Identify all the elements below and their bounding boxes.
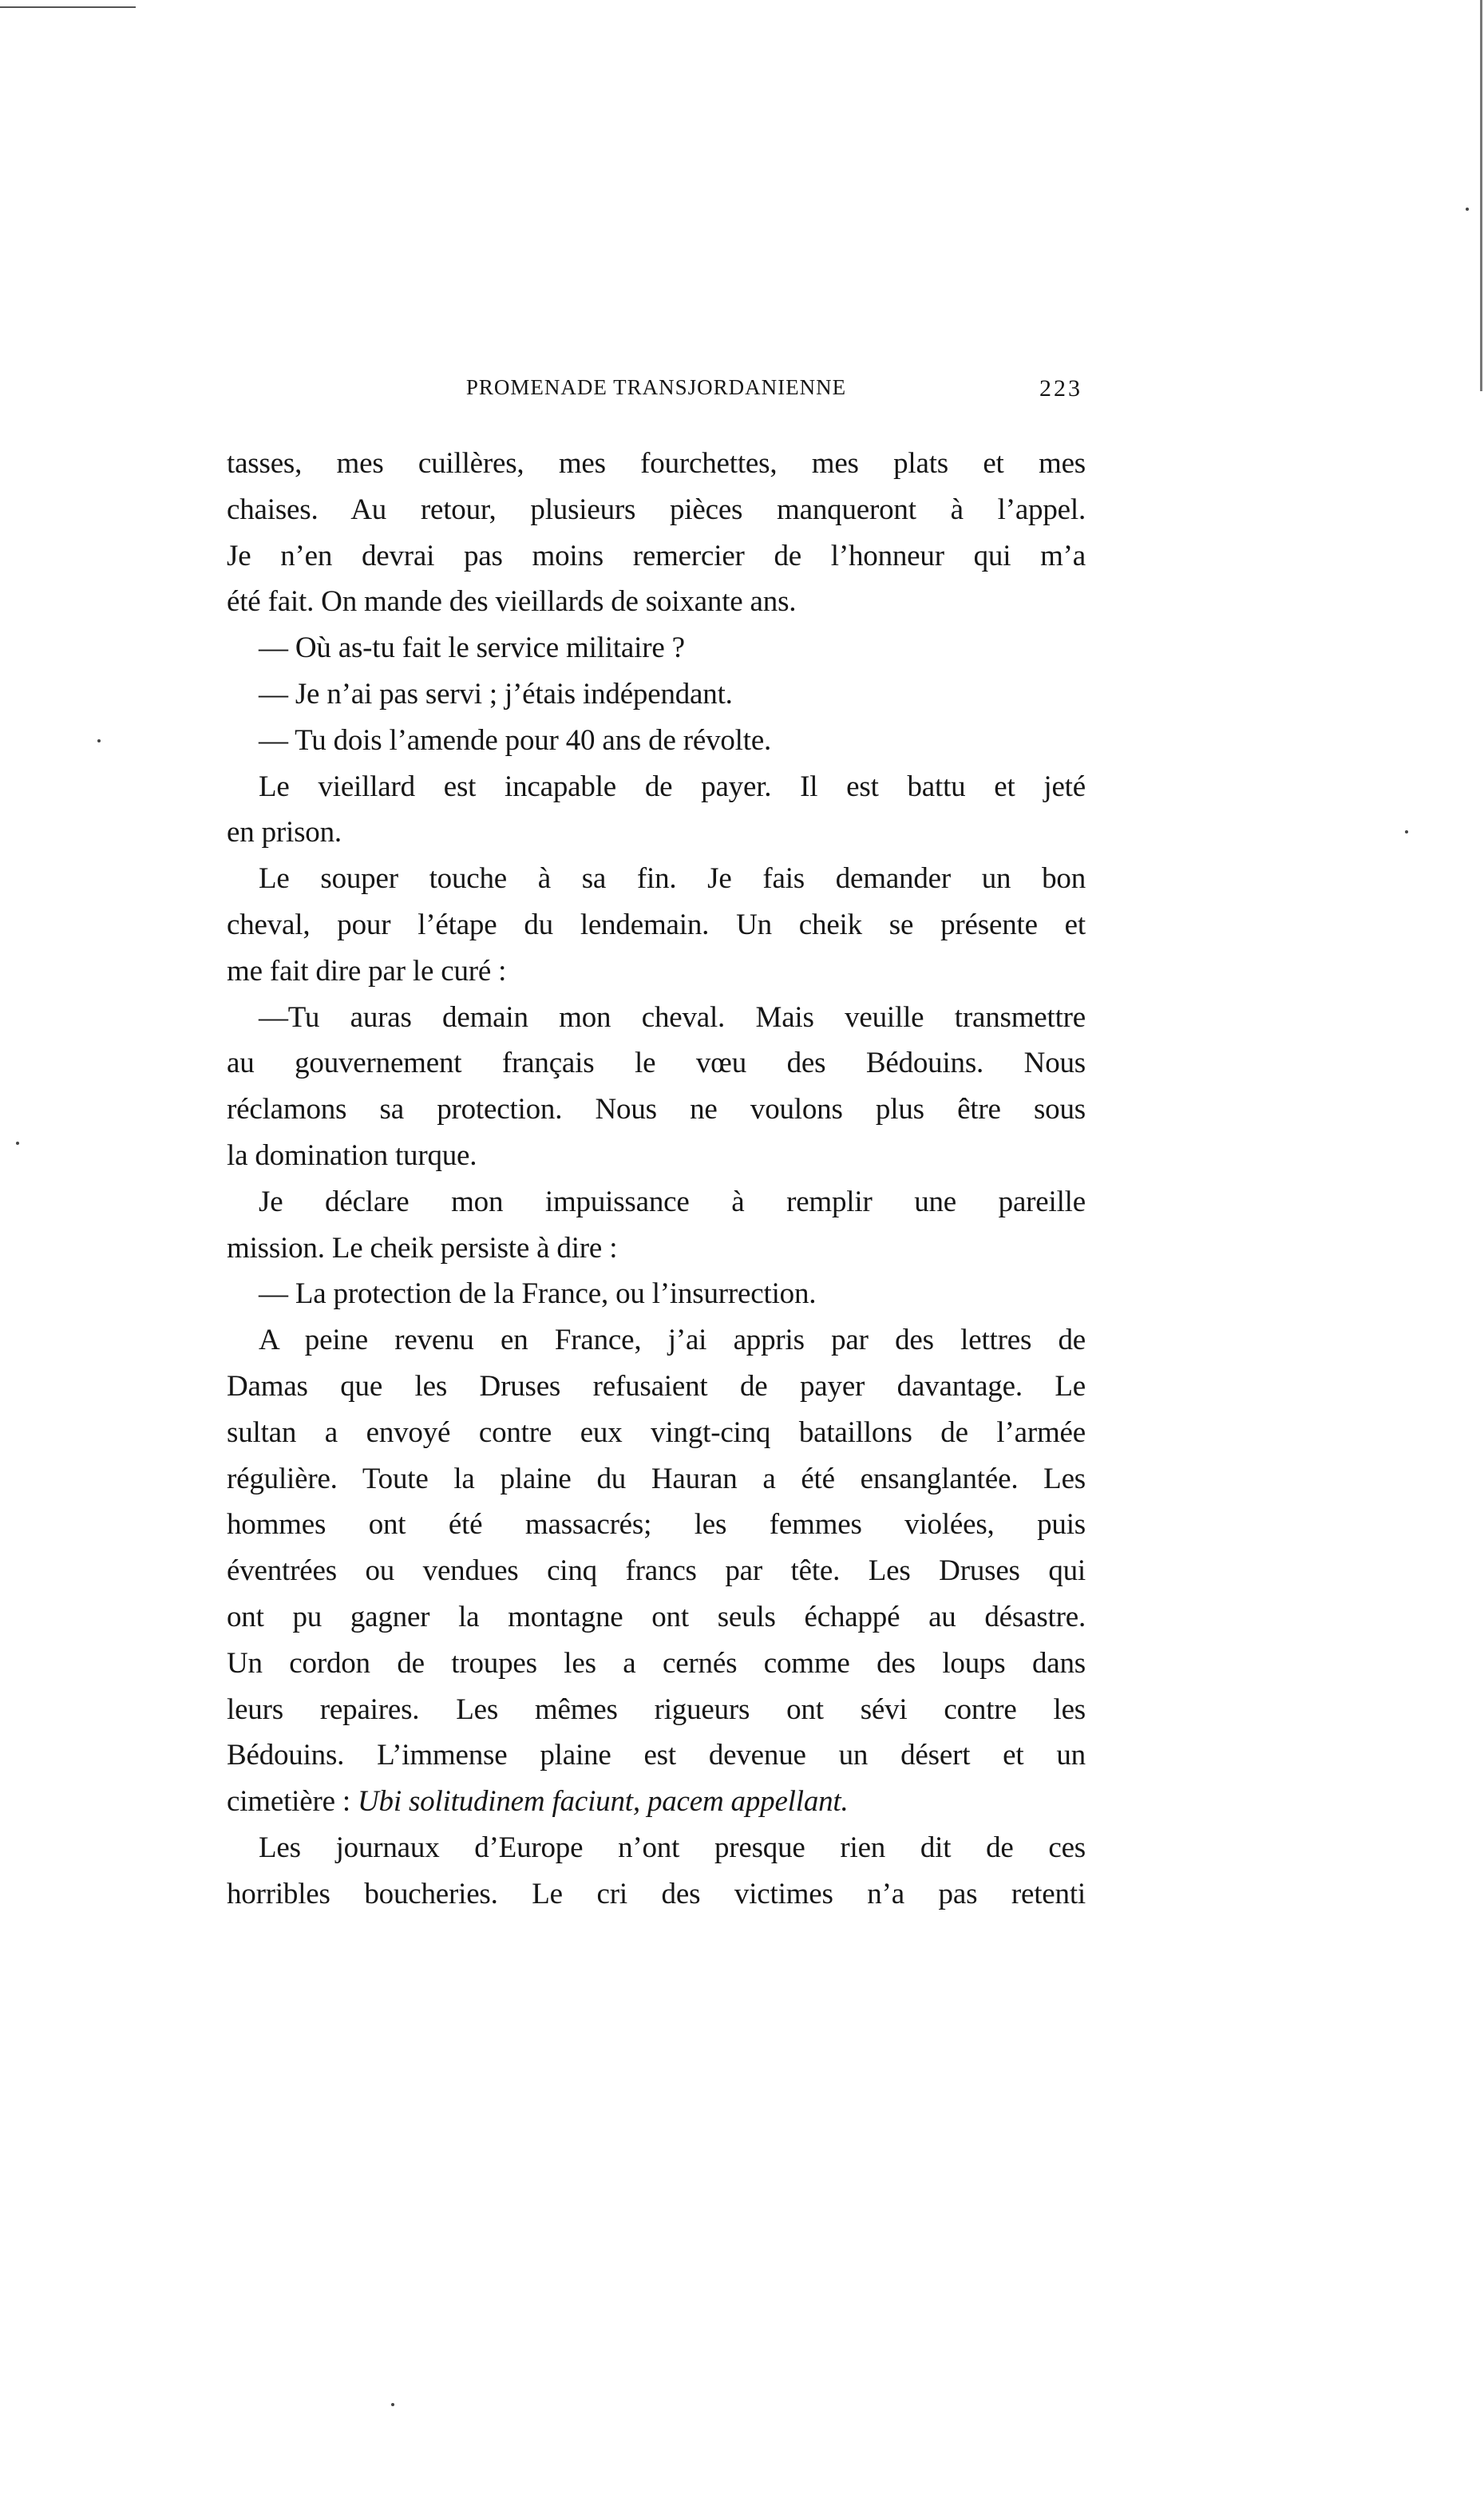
- dialogue-line: — Je n’ai pas servi ; j’étais indépendant.: [259, 677, 733, 711]
- page-header: [227, 375, 1086, 407]
- text-line: éventrées ou vendues cinq francs par tête. Les Druses qui: [227, 1554, 1086, 1588]
- text-line: en prison.: [227, 816, 342, 849]
- text-line: Les journaux d’Europe n’ont presque rien dit de ces: [259, 1831, 1086, 1864]
- latin-quote: Ubi solitudinem faciunt, pacem appellant.: [358, 1785, 849, 1819]
- text-line: A peine revenu en France, j’ai appris par des lettres de: [259, 1324, 1086, 1357]
- text-line: Je déclare mon impuissance à remplir une pareille: [259, 1185, 1086, 1218]
- text-line: Le vieillard est incapable de payer. Il est battu et jeté: [259, 770, 1086, 803]
- text-line: leurs repaires. Les mêmes rigueurs ont sévi contre les: [227, 1692, 1086, 1726]
- text-line: mission. Le cheik persiste à dire :: [227, 1231, 618, 1265]
- text-line: horribles boucheries. Le cri des victimes n’a pas retenti: [227, 1877, 1086, 1910]
- text-line: me fait dire par le curé :: [227, 954, 507, 988]
- scan-speck: [1466, 208, 1469, 211]
- scan-edge-line: [1480, 0, 1482, 391]
- text-line: chaises. Au retour, plusieurs pièces manqueront à l’appel.: [227, 493, 1086, 526]
- dialogue-line: — Tu dois l’amende pour 40 ans de révolte.: [259, 723, 772, 757]
- text-line: Le souper touche à sa fin. Je fais demander un bon: [259, 862, 1086, 896]
- dialogue-line: — Où as-tu fait le service militaire ?: [259, 631, 685, 665]
- body-text: [227, 441, 1086, 1918]
- scan-speck: [16, 1142, 19, 1145]
- text-line: Je n’en devrai pas moins remercier de l’honneur qui m’a: [227, 539, 1086, 572]
- text-line: Bédouins. L’immense plaine est devenue un désert et un: [227, 1739, 1086, 1772]
- text-line: Damas que les Druses refusaient de payer davantage. Le: [227, 1369, 1086, 1403]
- scan-speck: [1405, 830, 1408, 833]
- text-line: réclamons sa protection. Nous ne voulons plus être sous: [227, 1093, 1086, 1126]
- scan-speck: [391, 2403, 394, 2406]
- dialogue-line: — La protection de la France, ou l’insurrection.: [259, 1277, 817, 1311]
- text-line: au gouvernement français le vœu des Bédouins. Nous: [227, 1047, 1086, 1080]
- dialogue-line: —Tu auras demain mon cheval. Mais veuille transmettre: [259, 1000, 1086, 1034]
- text-line: ont pu gagner la montagne ont seuls échappé au désastre.: [227, 1600, 1086, 1633]
- text-line: régulière. Toute la plaine du Hauran a été ensanglantée. Les: [227, 1462, 1086, 1495]
- running-title: PROMENADE TRANSJORDANIENNE: [465, 375, 847, 399]
- text-line: été fait. On mande des vieillards de soixante ans.: [227, 585, 797, 619]
- page-number: 223: [1039, 375, 1082, 402]
- text-line: [227, 1779, 1086, 1825]
- text-line: la domination turque.: [227, 1138, 477, 1172]
- text-line: sultan a envoyé contre eux vingt-cinq bataillons de l’armée: [227, 1415, 1086, 1449]
- text-line: cheval, pour l’étape du lendemain. Un cheik se présente et: [227, 908, 1086, 941]
- text-line: hommes ont été massacrés; les femmes violées, puis: [227, 1508, 1086, 1542]
- text-line: Un cordon de troupes les a cernés comme des loups dans: [227, 1646, 1086, 1680]
- text-segment: cimetière :: [227, 1785, 358, 1819]
- scan-edge-rule: [0, 6, 136, 8]
- text-line: tasses, mes cuillères, mes fourchettes, mes plats et mes: [227, 447, 1086, 480]
- scan-speck: [97, 739, 101, 742]
